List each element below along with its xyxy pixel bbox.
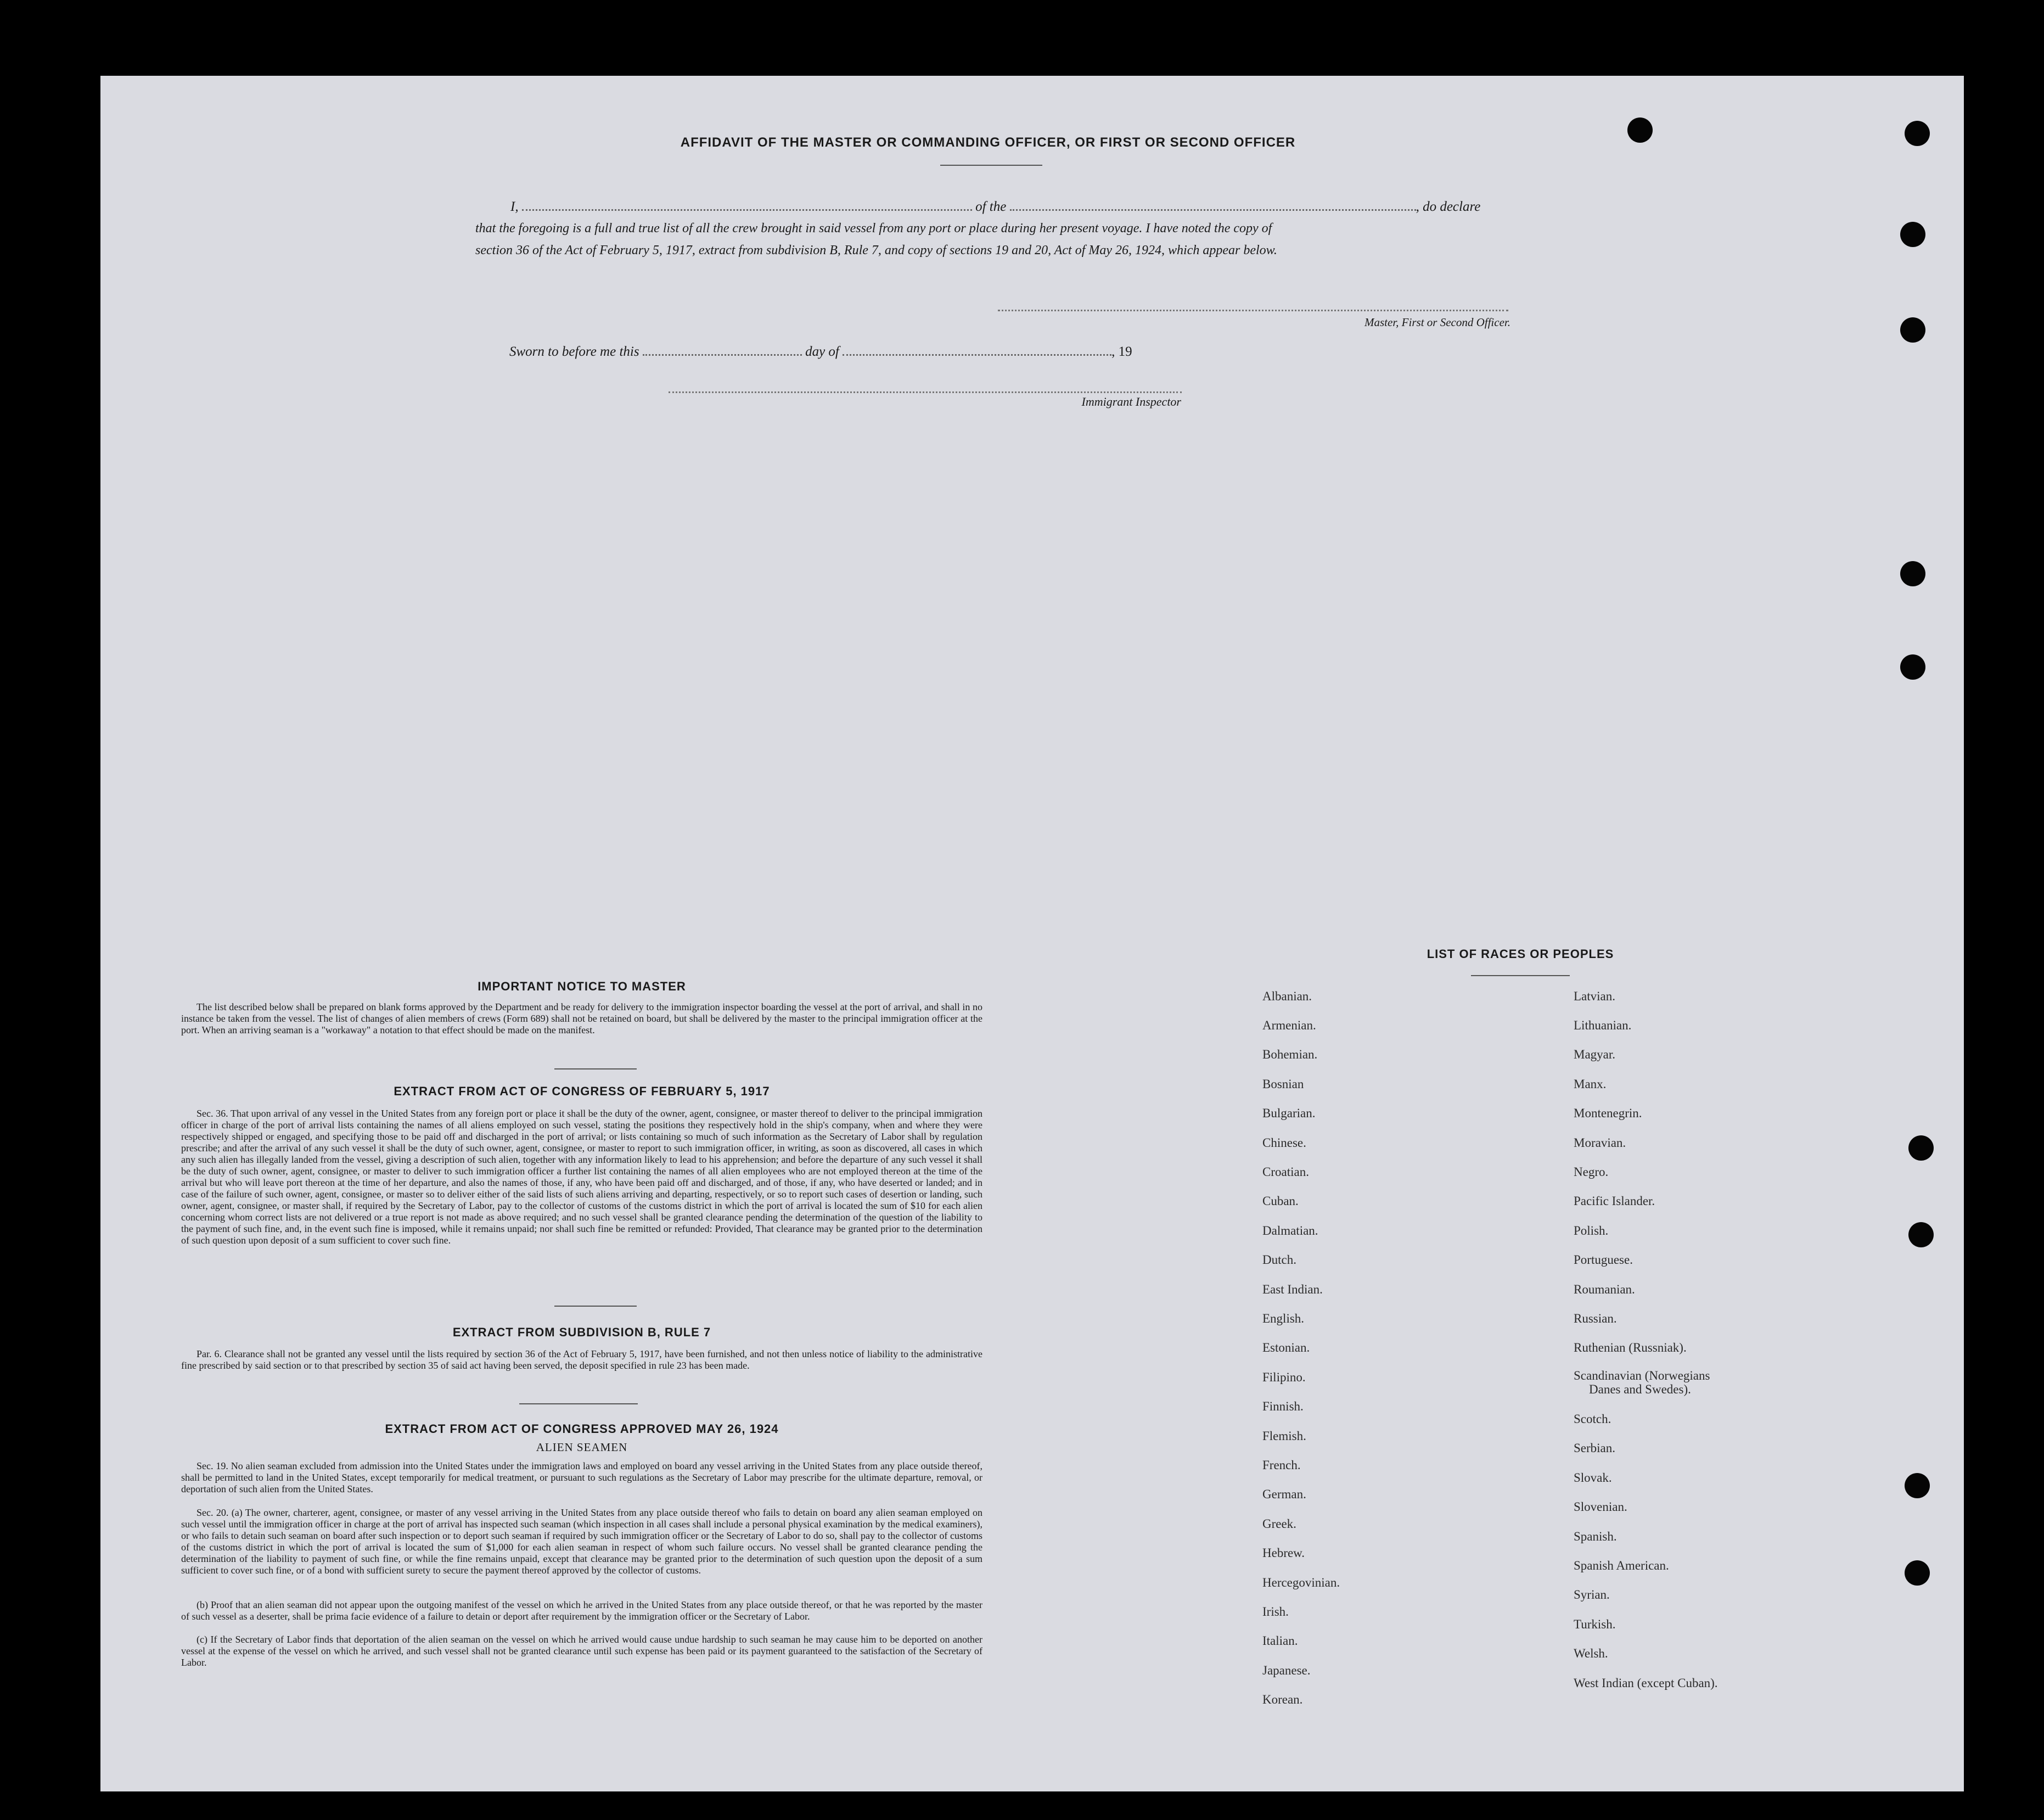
race-right: Montenegrin. bbox=[1574, 1106, 1642, 1120]
race-right: Lithuanian. bbox=[1574, 1018, 1632, 1032]
punch-hole bbox=[1908, 1222, 1934, 1247]
race-left: Korean. bbox=[1262, 1693, 1303, 1706]
master-signature-line[interactable] bbox=[998, 304, 1508, 311]
race-left: Bosnian bbox=[1262, 1077, 1304, 1091]
extract-1917-body: Sec. 36. That upon arrival of any vessel in the United States from any foreign port or place it shall be the duty of the owner, agent, consignee, or master thereof to deliver to the principal immigration officer in charge of the port of arrival lists containing the names of all aliens employed on such vessel, stating the positions they respectively hold in the ship's company, when and where they were respectively shipped or engaged, and specifying those to be paid off and discharged in the port of arrival; or lists containing so much of such information as the Secretary of Labor shall by regulation prescribe; and after the arrival of any such vessel it shall be the duty of such owner, agent, consignee, or master to report to such immigration officer, in writing, as soon as discovered, all cases in which any such alien has illegally landed from the vessel, giving a description of such alien, together with any information likely to lead to his apprehension; and before the departure of any such vessel it shall be the duty of such owner, agent, consignee, or master to deliver to such immigration officer a further list containing the names of all alien employees who are not employed thereon at the time of the arrival but who will leave port thereon at the time of her departure, and also the names of those, if any, who have been paid off and discharged, and of those, if any, who have deserted or landed; and in case of the failure of such owner, agent, consignee, or master so to deliver either of the said lists of such aliens arriving and departing, respectively, or so to report such cases of desertion or landing, such owner, agent, consignee, or master shall, if required by the Secretary of Labor, pay to the collector of customs of the customs district in which the port of arrival is located the sum of $10 for each alien concerning whom correct lists are not delivered or a true report is not made as above required; and no such vessel shall be granted clearance pending the determination of the question of the liability to the payment of such fine, and, in the event such fine is imposed, while it remains unpaid; nor shall such fine be remitted or refunded: Provided, That clearance may be granted prior to the determination of such question upon deposit of a sum sufficient to cover such fine. bbox=[181, 1108, 982, 1246]
sec-20a-body: Sec. 20. (a) The owner, charterer, agent, consignee, or master of any vessel arriving in the United States from any place outside thereof who fails to detain on board any alien seaman employed on such vessel until the immigration officer in charge at the port of arrival has inspected such seaman (which inspection in all cases shall include a personal physical examination by the medical examiners), or who fails to detain such seaman on board after such inspection or to deport such seaman if required by such immigration officer or the Secretary of Labor to do so, shall pay to the collector of customs of the customs district in which the port of arrival is located the sum of $1,000 for each alien seaman in respect of whom such failure occurs. No vessel shall be granted clearance pending the determination of the liability to payment of such fine, or while the fine remains unpaid, except that clearance may be granted prior to the determination of such question upon the deposit of a sum sufficient to cover such fine, or of a bond with sufficient surety to secure the payment thereof approved by the collector of customs. bbox=[181, 1507, 982, 1576]
race-left: Dalmatian. bbox=[1262, 1224, 1318, 1237]
race-left: Hebrew. bbox=[1262, 1546, 1305, 1560]
race-left: English. bbox=[1262, 1312, 1305, 1325]
race-left: Flemish. bbox=[1262, 1429, 1306, 1443]
race-right: West Indian (except Cuban). bbox=[1574, 1676, 1718, 1690]
race-right: Ruthenian (Russniak). bbox=[1574, 1341, 1687, 1354]
i-label: I, bbox=[510, 199, 519, 214]
punch-hole bbox=[1908, 1135, 1934, 1161]
race-right: Syrian. bbox=[1574, 1588, 1610, 1601]
race-right: Russian. bbox=[1574, 1312, 1617, 1325]
notice-body: The list described below shall be prepared on blank forms approved by the Department and be ready for delivery to the immigration inspector boarding the vessel at the port of arrival, and shall in no instance be taken from the vessel. The list of changes of alien members of crews (Form 689) shall not be retained on board, but shall be delivered by the master to the principal immigration officer at the port. When an arriving seaman is a "workaway" a notation to that effect should be made on the manifest. bbox=[181, 1001, 982, 1035]
race-left: East Indian. bbox=[1262, 1283, 1323, 1296]
race-left: Bohemian. bbox=[1262, 1048, 1318, 1061]
sec-20b-body: (b) Proof that an alien seaman did not appear upon the outgoing manifest of the vessel on which he arrived in the United States from any place outside thereof, or that he was reported by the master of such vessel as a deserter, shall be prima facie evidence of a failure to detain or deport after requirement by the immigration officer or the Secretary of Labor. bbox=[181, 1599, 982, 1622]
punch-hole bbox=[1900, 222, 1925, 247]
race-right: Spanish. bbox=[1574, 1530, 1617, 1543]
sworn-line bbox=[509, 344, 1132, 360]
punch-hole bbox=[1900, 561, 1925, 586]
section-rule bbox=[554, 1068, 637, 1069]
punch-hole bbox=[1900, 317, 1925, 343]
race-left: Japanese. bbox=[1262, 1664, 1311, 1677]
race-right: Manx. bbox=[1574, 1077, 1607, 1091]
race-left: Bulgarian. bbox=[1262, 1106, 1316, 1120]
day-of-label: day of bbox=[805, 344, 839, 359]
race-left: Greek. bbox=[1262, 1517, 1296, 1531]
races-title: LIST OF RACES OR PEOPLES bbox=[1427, 947, 1614, 961]
race-left: Albanian. bbox=[1262, 989, 1312, 1003]
extract-1917-title: EXTRACT FROM ACT OF CONGRESS OF FEBRUARY 5, 1917 bbox=[394, 1084, 770, 1098]
race-right: Danes and Swedes). bbox=[1589, 1382, 1691, 1396]
race-right: Slovenian. bbox=[1574, 1500, 1627, 1514]
race-left: Estonian. bbox=[1262, 1341, 1310, 1354]
affidavit-line1 bbox=[510, 199, 1509, 215]
rule-7-title: EXTRACT FROM SUBDIVISION B, RULE 7 bbox=[452, 1325, 711, 1339]
punch-hole bbox=[1905, 1473, 1930, 1498]
do-declare-label: , do declare bbox=[1416, 199, 1481, 214]
race-right: Pacific Islander. bbox=[1574, 1194, 1655, 1208]
race-left: Cuban. bbox=[1262, 1194, 1299, 1208]
extract-1924-title: EXTRACT FROM ACT OF CONGRESS APPROVED MAY 26, 1924 bbox=[385, 1422, 779, 1436]
name-blank[interactable] bbox=[522, 201, 972, 211]
race-left: Filipino. bbox=[1262, 1370, 1306, 1384]
race-right: Welsh. bbox=[1574, 1647, 1608, 1660]
alien-seamen-subtitle: ALIEN SEAMEN bbox=[536, 1441, 628, 1454]
title-rule bbox=[940, 165, 1042, 166]
race-right: Slovak. bbox=[1574, 1471, 1612, 1485]
punch-hole bbox=[1900, 654, 1925, 680]
race-left: Dutch. bbox=[1262, 1253, 1296, 1267]
race-left: German. bbox=[1262, 1487, 1306, 1501]
section-rule bbox=[519, 1403, 638, 1404]
day-blank[interactable] bbox=[643, 346, 802, 356]
race-left: Italian. bbox=[1262, 1634, 1298, 1648]
vessel-blank[interactable] bbox=[1010, 201, 1416, 211]
race-right: Serbian. bbox=[1574, 1441, 1616, 1455]
race-right: Scotch. bbox=[1574, 1412, 1611, 1426]
punch-hole bbox=[1905, 1560, 1930, 1586]
race-left: Croatian. bbox=[1262, 1165, 1309, 1179]
affidavit-line2: that the foregoing is a full and true list of all the crew brought in said vessel from any port or place during her present voyage. I have noted the copy of bbox=[475, 221, 1272, 236]
race-right: Negro. bbox=[1574, 1165, 1609, 1179]
race-left: Armenian. bbox=[1262, 1018, 1316, 1032]
race-right: Turkish. bbox=[1574, 1617, 1616, 1631]
race-left: Chinese. bbox=[1262, 1136, 1306, 1150]
punch-hole bbox=[1627, 117, 1653, 143]
inspector-label: Immigrant Inspector bbox=[1081, 395, 1181, 408]
race-left: Finnish. bbox=[1262, 1399, 1304, 1413]
race-right: Spanish American. bbox=[1574, 1559, 1669, 1572]
affidavit-line3: section 36 of the Act of February 5, 1917, extract from subdivision B, Rule 7, and copy of sections 19 and 20, Act of May 26, 1924, which appear below. bbox=[475, 243, 1277, 257]
race-right: Polish. bbox=[1574, 1224, 1609, 1237]
race-left: Irish. bbox=[1262, 1605, 1289, 1619]
inspector-signature-line[interactable] bbox=[669, 386, 1182, 393]
year-label: , 19 bbox=[1111, 344, 1132, 359]
race-right: Latvian. bbox=[1574, 989, 1615, 1003]
race-left: Hercegovinian. bbox=[1262, 1576, 1340, 1589]
punch-hole bbox=[1905, 121, 1930, 146]
notice-title: IMPORTANT NOTICE TO MASTER bbox=[478, 979, 686, 993]
rule-7-body: Par. 6. Clearance shall not be granted any vessel until the lists required by section 36 of the Act of February 5, 1917, have been furnished, and not then unless notice of liability to the administrative fine prescribed by said section or to that prescribed by section 35 of said act having been served, the deposit specified in rule 23 has been made. bbox=[181, 1348, 982, 1371]
month-blank[interactable] bbox=[843, 346, 1111, 356]
race-left: French. bbox=[1262, 1458, 1301, 1472]
sworn-label: Sworn to before me this bbox=[509, 344, 639, 359]
race-right: Moravian. bbox=[1574, 1136, 1626, 1150]
sec-20c-body: (c) If the Secretary of Labor finds that deportation of the alien seaman on the vessel on which he arrived would cause undue hardship to such seaman he may cause him to be deported on another vessel at the expense of the vessel on which he arrived, and such vessel shall not be granted clearance until such expense has been paid or its payment guaranteed to the satisfaction of the Secretary of Labor. bbox=[181, 1634, 982, 1668]
race-right: Scandinavian (Norwegians bbox=[1574, 1369, 1710, 1382]
section-rule bbox=[554, 1306, 637, 1307]
sec-19-body: Sec. 19. No alien seaman excluded from admission into the United States under the immigration laws and employed on board any vessel arriving in the United States from any place outside thereof, shall be permitted to land in the United States, except temporarily for medical treatment, or pursuant to such regulations as the Secretary of Labor may prescribe for the ultimate departure, removal, or deportation of such alien from the United States. bbox=[181, 1460, 982, 1494]
affidavit-title: AFFIDAVIT OF THE MASTER OR COMMANDING OFFICER, OR FIRST OR SECOND OFFICER bbox=[680, 135, 1296, 150]
race-right: Roumanian. bbox=[1574, 1283, 1635, 1296]
race-right: Portuguese. bbox=[1574, 1253, 1633, 1267]
race-right: Magyar. bbox=[1574, 1048, 1616, 1061]
master-signature-label: Master, First or Second Officer. bbox=[1364, 316, 1510, 329]
races-rule bbox=[1471, 975, 1570, 976]
of-the-label: of the bbox=[975, 199, 1007, 214]
